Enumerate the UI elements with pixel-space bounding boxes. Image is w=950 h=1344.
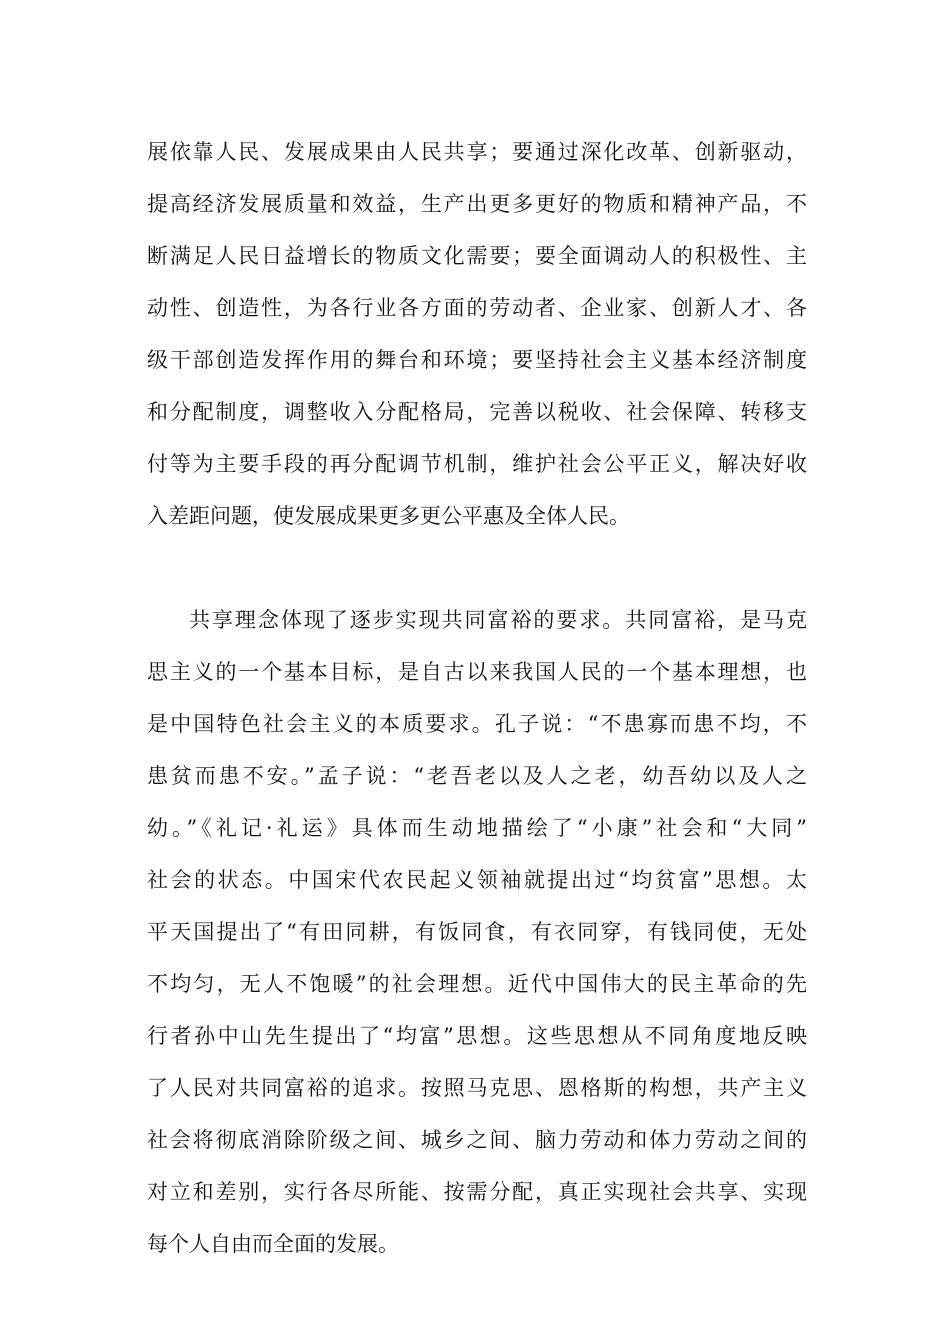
text-line: 平天国提出了“有田同耕，有饭同食，有衣同穿，有钱同使，无处 [147, 920, 807, 944]
text-line: 提高经济发展质量和效益，生产出更多更好的物质和精神产品，不 [147, 192, 807, 216]
text-line: 级干部创造发挥作用的舞台和环境；要坚持社会主义基本经济制度 [147, 348, 807, 372]
text-line: 患贫而患不安。”孟子说：“老吾老以及人之老，幼吾幼以及人之 [147, 764, 807, 788]
text-line: 社会的状态。中国宋代农民起义领袖就提出过“均贫富”思想。太 [147, 868, 807, 892]
text-line: 共享理念体现了逐步实现共同富裕的要求。共同富裕，是马克 [189, 608, 807, 632]
text-line: 思主义的一个基本目标，是自古以来我国人民的一个基本理想，也 [147, 660, 807, 684]
text-line: 每个人自由而全面的发展。 [147, 1232, 399, 1256]
text-line: 付等为主要手段的再分配调节机制，维护社会公平正义，解决好收 [147, 452, 807, 476]
text-line: 和分配制度，调整收入分配格局，完善以税收、社会保障、转移支 [147, 400, 807, 424]
text-line: 社会将彻底消除阶级之间、城乡之间、脑力劳动和体力劳动之间的 [147, 1128, 807, 1152]
text-line: 入差距问题，使发展成果更多更公平惠及全体人民。 [147, 504, 630, 528]
text-line: 展依靠人民、发展成果由人民共享；要通过深化改革、创新驱动， [147, 140, 807, 164]
text-line: 了人民对共同富裕的追求。按照马克思、恩格斯的构想，共产主义 [147, 1076, 807, 1100]
text-line: 行者孙中山先生提出了“均富”思想。这些思想从不同角度地反映 [147, 1024, 807, 1048]
text-line: 断满足人民日益增长的物质文化需要；要全面调动人的积极性、主 [147, 244, 807, 268]
text-line: 对立和差别，实行各尽所能、按需分配，真正实现社会共享、实现 [147, 1180, 807, 1204]
text-line: 动性、创造性，为各行业各方面的劳动者、企业家、创新人才、各 [147, 296, 807, 320]
text-line: 是中国特色社会主义的本质要求。孔子说：“不患寡而患不均，不 [147, 712, 807, 736]
text-line: 幼。”《礼记·礼运》具体而生动地描绘了“小康”社会和“大同” [147, 816, 807, 840]
text-line: 不均匀，无人不饱暖”的社会理想。近代中国伟大的民主革命的先 [147, 972, 807, 996]
